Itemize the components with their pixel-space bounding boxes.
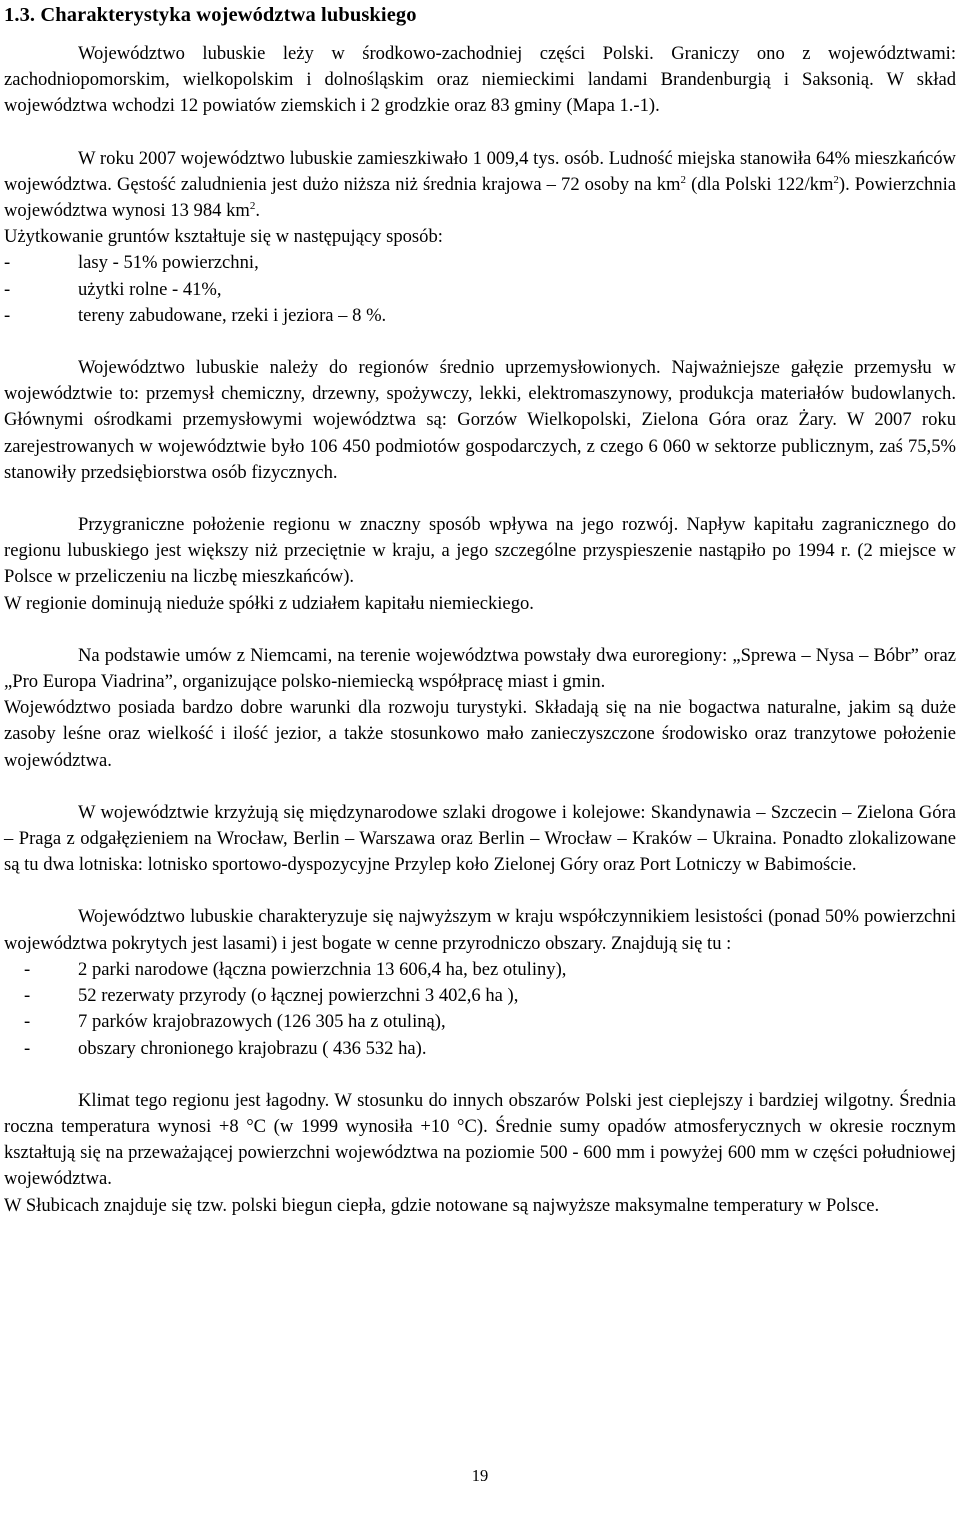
land-use-list — [4, 250, 956, 329]
superscript: 2 — [249, 199, 256, 212]
list-item — [4, 277, 956, 303]
list-item — [4, 1036, 956, 1062]
population-text-a: W roku 2007 województwo lubuskie zamieszkiwało 1 009,4 tys. osób. Ludność miejska stanowiła 64% mieszkańców województwa. Gęstość zaludnienia jest dużo niższa niż średnia krajowa – 72 osoby na km — [4, 147, 956, 195]
list-item-text: tereny zabudowane, rzeki i jeziora – 8 %. — [78, 304, 387, 326]
list-item-text: lasy - 51% powierzchni, — [78, 252, 259, 274]
document-page — [4, 0, 956, 1219]
list-item — [4, 1009, 956, 1035]
list-dash: - — [24, 958, 31, 980]
population-text-d: . — [255, 200, 260, 222]
list-item-text: użytki rolne - 41%, — [78, 278, 222, 300]
list-dash: - — [4, 252, 11, 274]
list-item — [4, 250, 956, 276]
paragraph-industry: Województwo lubuskie należy do regionów średnio uprzemysłowionych. Najważniejsze gałęzie przemysłu w województwie to: przemysł chemiczny, drzewny, spożywczy, lekki, elektromaszynowy, produkcja materiałów budowlanych. Głównymi ośrodkami przemysłowymi województwa są: Gorzów Wielkopolski, Zielona Góra oraz Żary. W 2007 roku zarejestrowanych w województwie było 106 450 podmiotów gospodarczych, z czego 6 060 w sektorze publicznym, zaś 75,5% stanowiły przedsiębiorstwa osób fizycznych. — [4, 357, 956, 483]
paragraph-location: Województwo lubuskie leży w środkowo-zachodniej części Polski. Graniczy ono z województwami: zachodniopomorskim, wielkopolskim i dolnośląskim oraz niemieckimi landami Brandenburgią i Saksonią. W skład województwa wchodzi 12 powiatów ziemskich i 2 grodzkie oraz 83 gminy (Mapa 1.-1). — [4, 43, 956, 117]
list-item-text: 52 rezerwaty przyrody (o łącznej powierzchni 3 402,6 ha ), — [78, 985, 519, 1007]
page-number: 19 — [471, 1466, 489, 1485]
paragraph-transport: W województwie krzyżują się międzynarodowe szlaki drogowe i kolejowe: Skandynawia – Szczecin – Zielona Góra – Praga z odgałęzieniem na Wrocław, Berlin – Warszawa oraz Berlin – Wrocław – Kraków – Ukraina. Ponadto zlokalizowane są tu dwa lotniska: lotnisko sportowo-dyspozycyjne Przylep koło Zielonej Góry oraz Port Lotniczy w Babimoście. — [4, 801, 956, 876]
superscript: 2 — [833, 173, 839, 186]
superscript: 2 — [680, 173, 687, 186]
paragraph-euroregions: Na podstawie umów z Niemcami, na terenie województwa powstały dwa euroregiony: „Sprewa – Nysa – Bóbr” oraz „Pro Europa Viadrina”, organizujące polsko-niemiecką współpracę miast i gmin. — [4, 644, 956, 693]
paragraph-forests: Województwo lubuskie charakteryzuje się najwyższym w kraju współczynnikiem lesistości (ponad 50% powierzchni województwa pokrytych jest lasami) i jest bogate w cenne przyrodniczo obszary. Znajdują się tu : — [4, 906, 956, 954]
paragraph-border-location: Przygraniczne położenie regionu w znaczny sposób wpływa na jego rozwój. Napływ kapitału zagranicznego do regionu lubuskiego jest większy niż przeciętnie w kraju, a jego szczególne przyspieszenie nastąpiło po 1994 r. (2 miejsce w Polsce w przeliczeniu na liczbę mieszkańców). — [4, 514, 956, 588]
list-dash: - — [24, 985, 31, 1007]
list-item-text: 7 parków krajobrazowych (126 305 ha z otuliną), — [78, 1011, 446, 1033]
list-item — [4, 303, 956, 329]
paragraph-land-use-intro: Użytkowanie gruntów kształtuje się w następujący sposób: — [4, 226, 443, 248]
population-text-b: (dla Polski 122/km — [686, 173, 834, 195]
list-item-text: obszary chronionego krajobrazu ( 436 532 ha). — [78, 1037, 427, 1059]
paragraph-capital: W regionie dominują nieduże spółki z udziałem kapitału niemieckiego. — [4, 592, 534, 614]
nature-list — [4, 957, 956, 1062]
list-dash: - — [24, 1037, 31, 1059]
list-dash: - — [4, 304, 11, 326]
paragraph-population — [4, 146, 956, 225]
list-dash: - — [4, 278, 11, 300]
list-dash: - — [24, 1011, 31, 1033]
paragraph-climate: Klimat tego regionu jest łagodny. W stosunku do innych obszarów Polski jest cieplejszy i bardziej wilgotny. Średnia roczna temperatura wynosi +8 °C (w 1999 wynosiła +10 °C). Średnie sumy opadów atmosferycznych w okresie rocznym kształtują się na przeważającej powierzchni województwa na poziomie 500 - 600 mm i powyżej 600 mm w części południowej województwa. — [4, 1089, 956, 1190]
paragraph-heat-pole: W Słubicach znajduje się tzw. polski biegun ciepła, gdzie notowane są najwyższe maksymalne temperatury w Polsce. — [4, 1194, 880, 1216]
population-text-c: ). Powierzchnia województwa wynosi 13 984 km — [4, 173, 956, 222]
list-item — [4, 957, 956, 983]
list-item — [4, 983, 956, 1009]
section-heading: 1.3. Charakterystyka województwa lubuskiego — [4, 4, 417, 26]
list-item-text: 2 parki narodowe (łączna powierzchnia 13 606,4 ha, bez otuliny), — [78, 958, 567, 980]
paragraph-tourism: Województwo posiada bardzo dobre warunki dla rozwoju turystyki. Składają się na nie bogactwa naturalne, jakim są duże zasoby leśne oraz wielkość i ilość jezior, a także stosunkowo mało zanieczyszczone środowisko oraz tranzytowe położenie województwa. — [4, 697, 956, 771]
